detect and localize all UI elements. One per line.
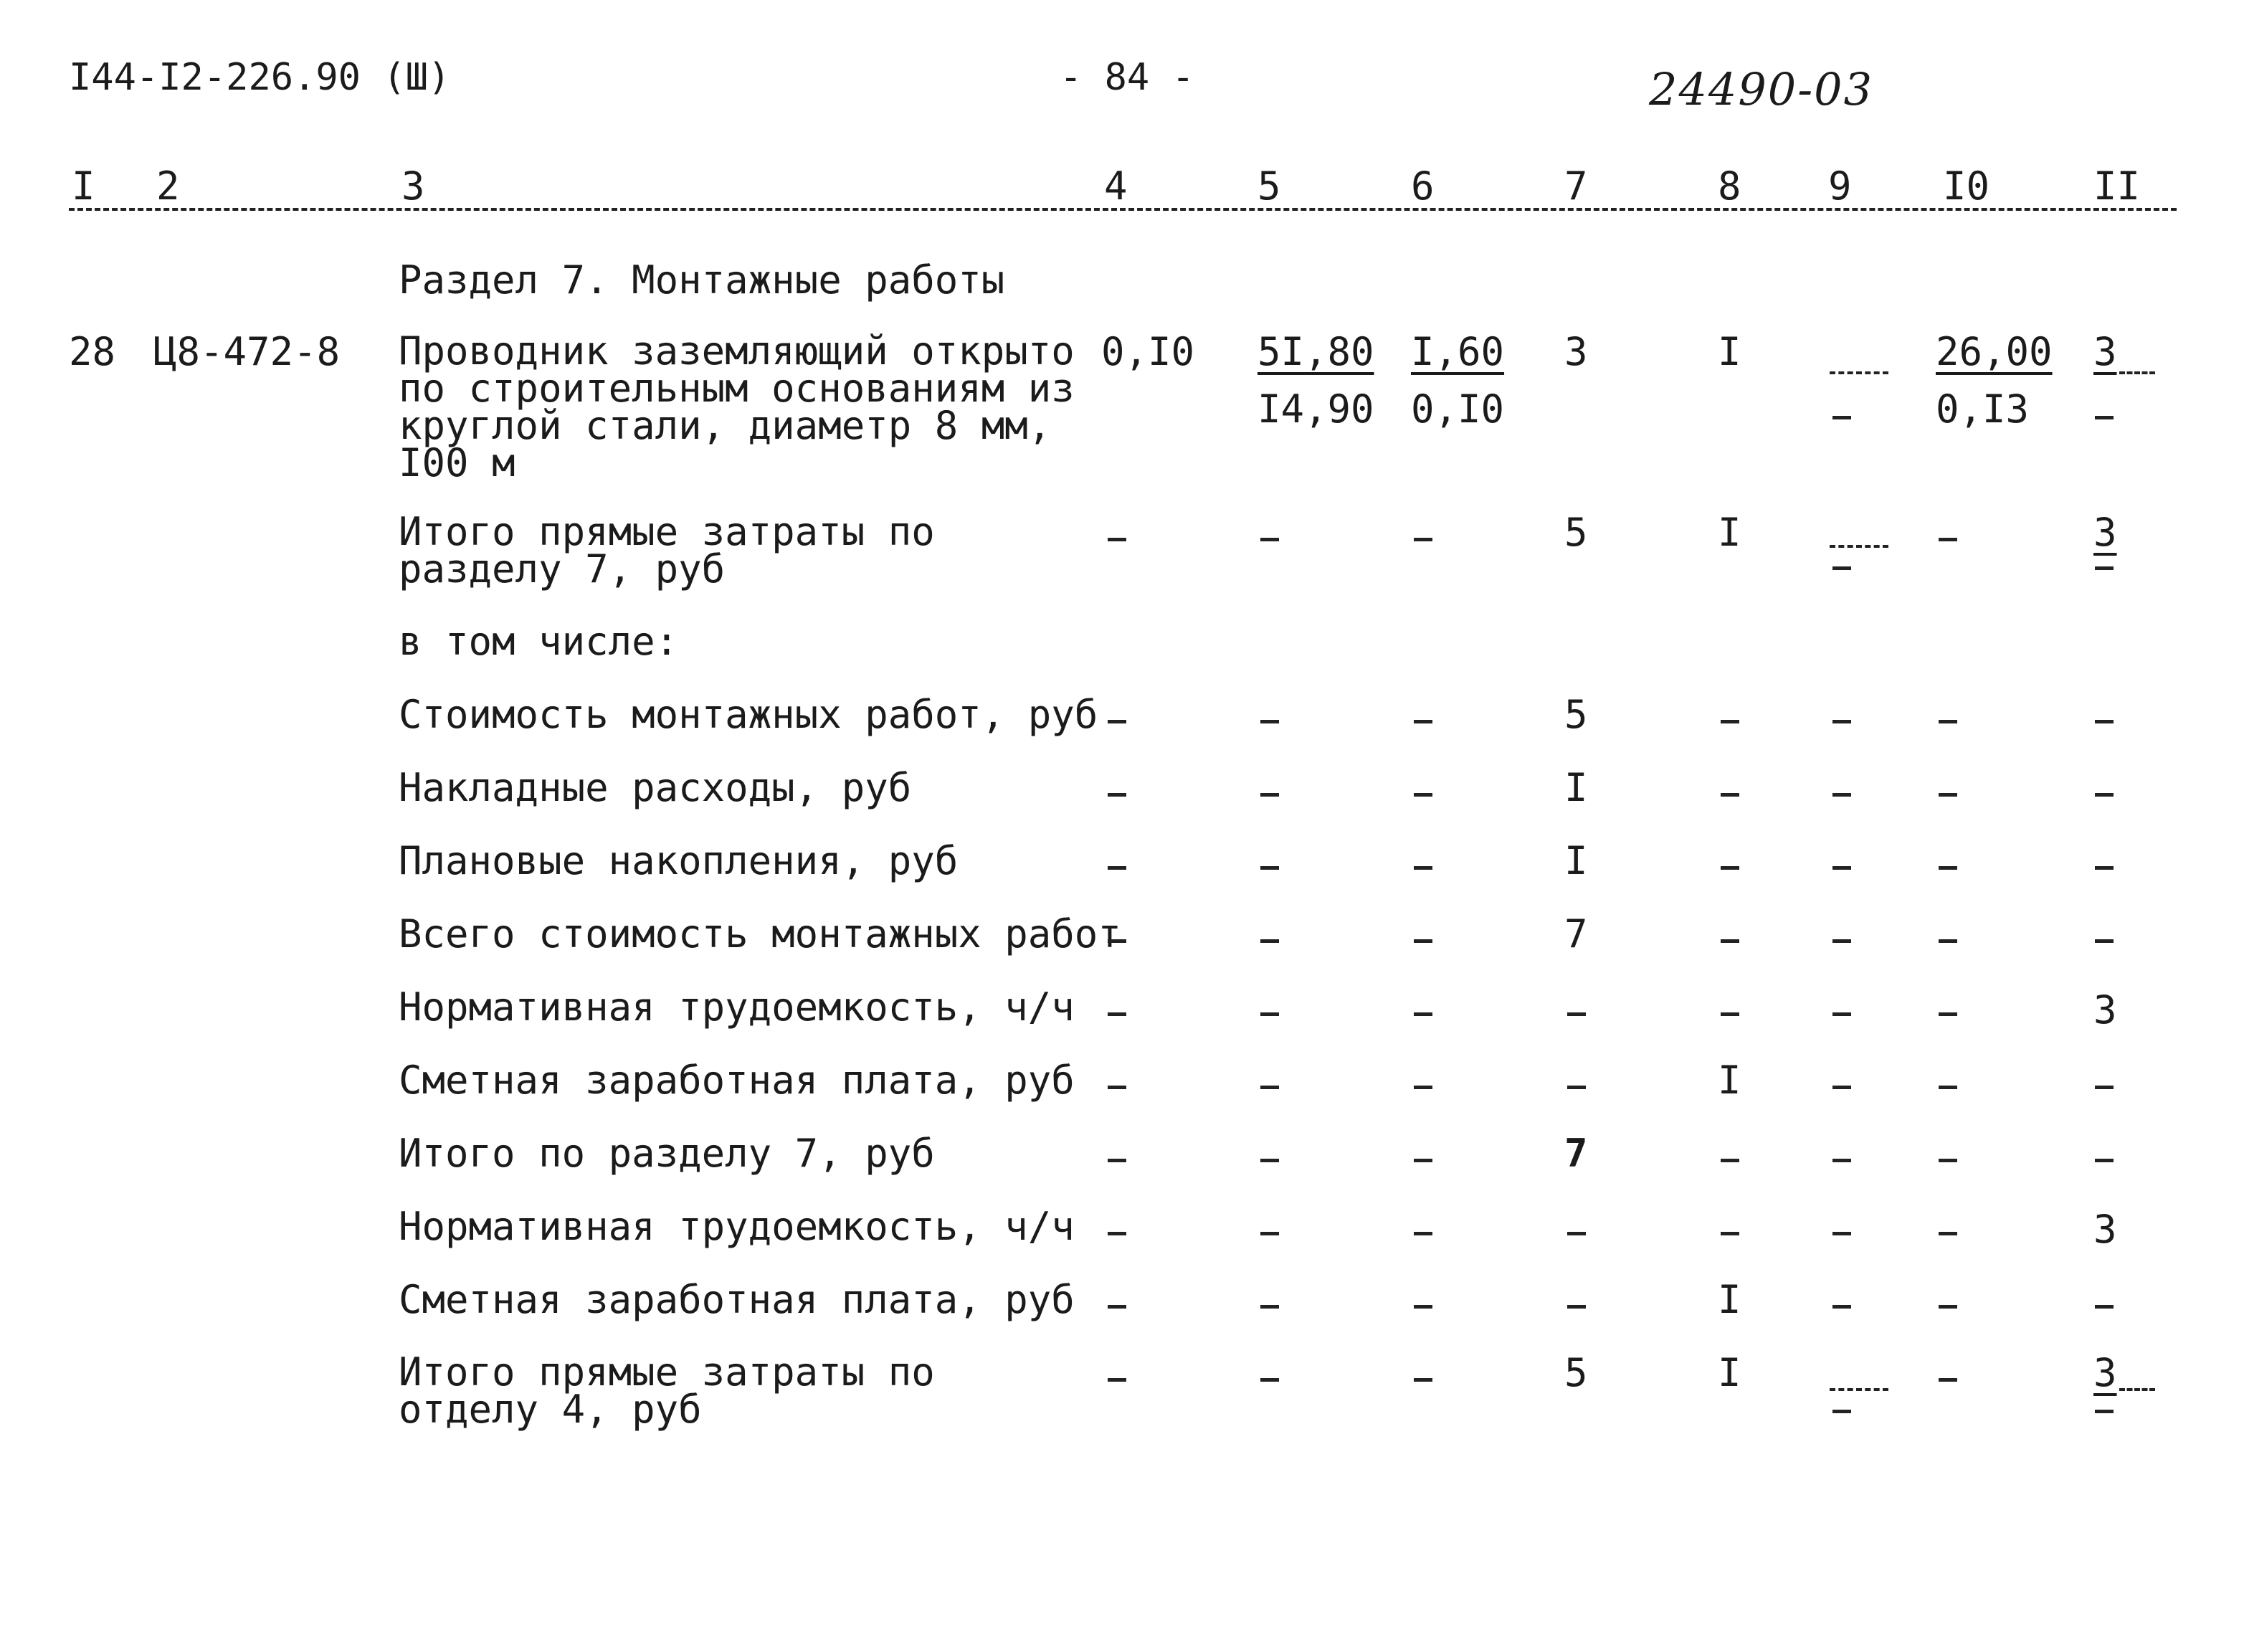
estimated-wages-c7-dash [1567, 1086, 1586, 1089]
col-header-4: 4 [1104, 163, 1128, 209]
section-total-label: Итого по разделу 7, руб [399, 1131, 935, 1176]
planned-savings-c11-dash [2095, 866, 2114, 870]
estimated-wages-2-c11-dash [2095, 1305, 2114, 1309]
labor-intensity-2-c11: 3 [2093, 1207, 2117, 1252]
item-c11-top: 3 [2093, 329, 2117, 374]
total-installation-c7: 7 [1564, 911, 1588, 956]
labor-intensity-c10-dash [1939, 1012, 1957, 1016]
row-label-line: разделу 7, руб [399, 546, 726, 592]
item-desc-line: I00 м [399, 440, 515, 485]
item-c10-bottom: 0,I3 [1936, 386, 2030, 432]
installation-cost-c4-dash [1108, 720, 1126, 723]
division-direct-c6-dash [1414, 1378, 1432, 1382]
item-description [399, 328, 1075, 485]
estimated-wages-c5-dash [1260, 1086, 1279, 1089]
section-total-c10-dash [1939, 1159, 1957, 1162]
doc-code: I44-I2-226.90 (Ш) [69, 56, 451, 99]
total-installation-label: Всего стоимость монтажных работ [399, 911, 1121, 956]
estimated-wages-c9-dash [1832, 1086, 1851, 1089]
section-title: Раздел 7. Монтажные работы [399, 257, 1005, 303]
total-installation-c6-dash [1414, 939, 1432, 943]
estimated-wages-2-c4-dash [1108, 1305, 1126, 1309]
planned-savings-c8-dash [1721, 866, 1739, 870]
section-total-c9-dash [1832, 1159, 1851, 1162]
labor-intensity-2-c6-dash [1414, 1232, 1432, 1235]
item-c6-top: I,60 [1411, 329, 1505, 374]
installation-cost-c9-dash [1832, 720, 1851, 723]
total-installation-c9-dash [1832, 939, 1851, 943]
installation-cost-c8-dash [1721, 720, 1739, 723]
item-c9-top-dash [1830, 371, 1888, 374]
item-c9-bottom-dash [1832, 416, 1851, 419]
division-direct-c9-dash-a [1830, 1388, 1888, 1391]
item-c10-top: 26,00 [1936, 329, 2053, 374]
installation-cost-c11-dash [2095, 720, 2114, 723]
total-direct-costs-label [399, 509, 935, 592]
division-direct-c11: 3 [2093, 1350, 2117, 1395]
item-c7: 3 [1564, 329, 1588, 374]
total-direct-c6-dash [1414, 538, 1432, 541]
total-installation-c10-dash [1939, 939, 1957, 943]
handwritten-number: 24490-03 [1649, 63, 1874, 115]
estimated-wages-2-c7-dash [1567, 1305, 1586, 1309]
overhead-c7: I [1564, 765, 1588, 810]
labor-intensity-c5-dash [1260, 1012, 1279, 1016]
total-direct-c10-dash [1939, 538, 1957, 541]
division-direct-c5-dash [1260, 1378, 1279, 1382]
labor-intensity-c8-dash [1721, 1012, 1739, 1016]
col-header-8: 8 [1718, 163, 1741, 209]
total-installation-c8-dash [1721, 939, 1739, 943]
item-code: Ц8-472-8 [153, 329, 341, 374]
installation-cost-c6-dash [1414, 720, 1432, 723]
item-c5-bottom: I4,90 [1258, 386, 1374, 432]
page-number: - 84 - [1060, 56, 1194, 99]
section-total-c4-dash [1108, 1159, 1126, 1162]
installation-cost-c7: 5 [1564, 692, 1588, 737]
overhead-c6-dash [1414, 793, 1432, 797]
row-label-line: Итого прямые затраты по [399, 1349, 935, 1395]
col-header-3: 3 [401, 163, 425, 209]
division-direct-costs-label [399, 1349, 935, 1432]
estimated-wages-c8: I [1718, 1058, 1741, 1103]
planned-savings-c5-dash [1260, 866, 1279, 870]
item-c11-top-dash [2119, 371, 2155, 374]
labor-intensity-c6-dash [1414, 1012, 1432, 1016]
division-direct-c11-dash-b [2095, 1410, 2114, 1413]
labor-intensity-2-c9-dash [1832, 1232, 1851, 1235]
col-header-7: 7 [1564, 163, 1588, 209]
row-label-line: отделу 4, руб [399, 1387, 702, 1432]
labor-intensity-2-c10-dash [1939, 1232, 1957, 1235]
division-direct-c9-dash-b [1832, 1410, 1851, 1413]
item-desc-line: круглой стали, диаметр 8 мм, [399, 403, 1052, 448]
planned-savings-c6-dash [1414, 866, 1432, 870]
total-direct-c5-dash [1260, 538, 1279, 541]
estimated-wages-label: Сметная заработная плата, руб [399, 1058, 1075, 1103]
item-desc-line: Проводник заземляющий открыто [399, 328, 1075, 374]
planned-savings-c10-dash [1939, 866, 1957, 870]
division-direct-c11-dash-a [2119, 1388, 2155, 1391]
overhead-c4-dash [1108, 793, 1126, 797]
column-header-rule [69, 208, 2177, 211]
labor-intensity-2-c7-dash [1567, 1232, 1586, 1235]
overhead-c10-dash [1939, 793, 1957, 797]
labor-intensity-c9-dash [1832, 1012, 1851, 1016]
item-number: 28 [69, 329, 116, 374]
division-direct-c7: 5 [1564, 1350, 1588, 1395]
item-c5-top: 5I,80 [1258, 329, 1374, 374]
estimated-wages-2-c8: I [1718, 1277, 1741, 1322]
labor-intensity-label-2: Нормативная трудоемкость, ч/ч [399, 1204, 1075, 1249]
labor-intensity-c11: 3 [2093, 987, 2117, 1032]
estimated-wages-2-c5-dash [1260, 1305, 1279, 1309]
labor-intensity-2-c4-dash [1108, 1232, 1126, 1235]
item-desc-line: по строительным основаниям из [399, 366, 1075, 411]
estimated-wages-c10-dash [1939, 1086, 1957, 1089]
section-total-c8-dash [1721, 1159, 1739, 1162]
total-installation-c5-dash [1260, 939, 1279, 943]
planned-savings-c9-dash [1832, 866, 1851, 870]
total-direct-c11: 3 [2093, 510, 2117, 555]
estimated-wages-c4-dash [1108, 1086, 1126, 1089]
estimated-wages-c11-dash [2095, 1086, 2114, 1089]
row-label-line: Итого прямые затраты по [399, 509, 935, 554]
total-direct-c11-dash [2095, 566, 2114, 570]
col-header-6: 6 [1411, 163, 1435, 209]
planned-savings-c4-dash [1108, 866, 1126, 870]
item-c6-bottom: 0,I0 [1411, 386, 1505, 432]
overhead-c5-dash [1260, 793, 1279, 797]
installation-cost-c5-dash [1260, 720, 1279, 723]
labor-intensity-2-c5-dash [1260, 1232, 1279, 1235]
col-header-2: 2 [156, 163, 180, 209]
estimated-wages-2-c9-dash [1832, 1305, 1851, 1309]
item-c8: I [1718, 329, 1741, 374]
planned-savings-label: Плановые накопления, руб [399, 838, 959, 883]
total-direct-c4-dash [1108, 538, 1126, 541]
overhead-c8-dash [1721, 793, 1739, 797]
planned-savings-c7: I [1564, 838, 1588, 883]
section-total-c7: 7 [1564, 1131, 1588, 1176]
division-direct-c4-dash [1108, 1378, 1126, 1382]
installation-cost-c10-dash [1939, 720, 1957, 723]
estimated-wages-c6-dash [1414, 1086, 1432, 1089]
item-c11-bottom-dash [2095, 416, 2114, 419]
item-quantity: 0,I0 [1101, 329, 1195, 374]
division-direct-c8: I [1718, 1350, 1741, 1395]
labor-intensity-c4-dash [1108, 1012, 1126, 1016]
section-total-c11-dash [2095, 1159, 2114, 1162]
labor-intensity-label: Нормативная трудоемкость, ч/ч [399, 984, 1075, 1030]
installation-cost-label: Стоимость монтажных работ, руб [399, 692, 1098, 737]
estimated-wages-2-c10-dash [1939, 1305, 1957, 1309]
total-direct-c9-dash-a [1830, 545, 1888, 548]
col-header-9: 9 [1828, 163, 1852, 209]
col-header-1: I [72, 163, 95, 209]
total-installation-c4-dash [1108, 939, 1126, 943]
labor-intensity-2-c8-dash [1721, 1232, 1739, 1235]
col-header-5: 5 [1258, 163, 1281, 209]
total-installation-c11-dash [2095, 939, 2114, 943]
col-header-10: I0 [1943, 163, 1990, 209]
total-direct-c7: 5 [1564, 510, 1588, 555]
labor-intensity-c7-dash [1567, 1012, 1586, 1016]
section-total-c5-dash [1260, 1159, 1279, 1162]
col-header-11: II [2093, 163, 2141, 209]
overhead-c9-dash [1832, 793, 1851, 797]
including-label: в том числе: [399, 619, 679, 664]
total-direct-c9-dash-b [1832, 566, 1851, 570]
overhead-label: Накладные расходы, руб [399, 765, 912, 810]
total-direct-c8: I [1718, 510, 1741, 555]
estimated-wages-label-2: Сметная заработная плата, руб [399, 1277, 1075, 1322]
estimated-wages-2-c6-dash [1414, 1305, 1432, 1309]
division-direct-c10-dash [1939, 1378, 1957, 1382]
section-total-c6-dash [1414, 1159, 1432, 1162]
overhead-c11-dash [2095, 793, 2114, 797]
